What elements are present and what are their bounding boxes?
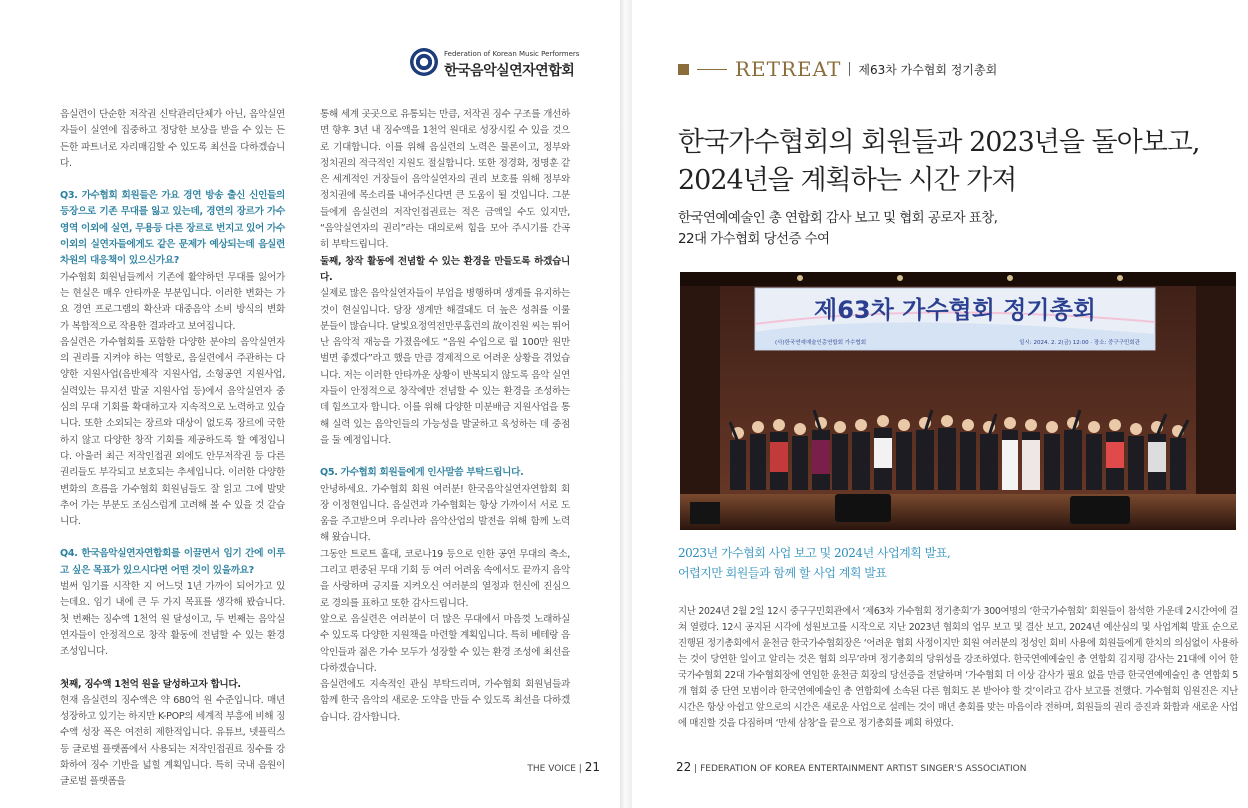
right-page (632, 0, 1248, 808)
interview-question: Q4. 한국음악실연자연합회를 이끌면서 임기 간에 이루고 싶은 목표가 있으시다면 어떤 것이 있을까요? (60, 548, 285, 576)
caption-line: 2023년 가수협회 사업 보고 및 2024년 사업계획 발표, (678, 546, 951, 560)
paragraph-gap (320, 449, 570, 465)
event-photo-illustration (680, 272, 1236, 530)
section-rule (697, 69, 727, 70)
section-divider (849, 62, 850, 76)
page-gutter (620, 0, 632, 808)
article-body: 지난 2024년 2월 2일 12시 중구구민회관에서 ‘제63차 가수협회 정기총회’가 300여명의 ‘한국가수협회’ 회원들이 참석한 가운데 2시간여에 걸쳐 열렸다. 12시 공지된 시각에 성원보고를 시작으로 지난 2023년 협회의 업무 보고 및 결산 보고, 2024년 예산심의 및 사업계획 발표 순으로 진행된 정기총회에서 윤천금 한국가수협회장은 ‘어려운 협회 사정이지만 회원 여러분의 정성인 회비 사용에 회원들에게 한치의 의심없이 사용하는 것이 당연한 일이고 알리는 것은 협회 의무’라며 정기총회의 당위성을 강조하였다. 한국연예예술인 총 연합회 김지평 감사는 21대에 이어 한국가수협회 22대 가수협회장에 연임한 윤천금 회장의 당선증을 전달하며 ‘가수협회 더 이상 감사가 필요 없을 만큼 한국연예예술인 총 연합회 5개 협회 중 단연 모범이라 한국연예예술인 총 연합회에 소속된 다른 협회도 본 받아야 할 것’이라고 감사 보고를 전했다. 가수협회 임원진은 지난 시간은 항상 아쉽고 앞으로의 시간은 새로운 사업으로 설레는 것이 매년 총회를 맞는 마음이라 전하며, 회원들의 권리 증진과 화합과 새로운 사업에 매진할 것을 다짐하며 ‘만세 삼창’을 끝으로 정기총회를 폐회 하였다. (678, 606, 1238, 729)
photo-caption (678, 543, 1238, 583)
paragraph-gap (60, 661, 285, 677)
interview-question: Q3. 가수협회 회원들은 가요 경연 방송 출신 신인들의 등장으로 기존 무대를 잃고 있는데, 경연의 장르가 가수 영역 이외에 실연, 무용등 다른 장르로 번지고 있어 가수 이외의 실연자들에게도 같은 문제가 예상되는데 음실련 차원의 대응책이 있으신가요? (60, 190, 285, 267)
body-paragraph: 안녕하세요. 가수협회 회원 여러분! 한국음악실연자연합회 회장 이정현입니다. 음실련과 가수협회는 항상 가까이서 서로 도움을 주고받으며 우리나라 음악산업의 발전을 위해 함께 노력해 왔습니다. (320, 483, 570, 544)
section-header (678, 56, 997, 82)
interview-question: Q5. 가수협회 회원들에게 인사말씀 부탁드립니다. (320, 467, 524, 479)
body-paragraph: 앞으로 음실련은 여러분이 더 많은 무대에서 마음껏 노래하실 수 있도록 다양한 지원책을 마련할 계획입니다. 특히 베테랑 음악인들과 젊은 가수 모두가 성장할 수 있는 환경 조성에 최선을 다하겠습니다. (320, 613, 570, 674)
banner-date-venue: 일시: 2024. 2. 2(금) 12:00 · 장소: 중구구민회관 (1019, 340, 1140, 346)
left-folio (527, 760, 600, 774)
federation-logo (410, 42, 580, 82)
magazine-name: THE VOICE (527, 764, 576, 774)
body-paragraph: 그동안 트로트 홀대, 코로나19 등으로 인한 공연 무대의 축소, 그리고 편중된 무대 기회 등 여러 어려움 속에서도 끝까지 음악을 사랑하며 긍지를 지켜오신 여러분의 열정과 헌신에 진심으로 경의를 표하고 또한 감사드립니다. (320, 548, 570, 609)
logo-english-name: Federation of Korean Music Performers (444, 50, 580, 58)
association-name: FEDERATION OF KOREA ENTERTAINMENT ARTIST SINGER'S ASSOCIATION (700, 764, 1027, 774)
section-label: RETREAT (735, 57, 842, 81)
federation-emblem-icon (410, 48, 438, 76)
headline-line: 한국가수협회의 회원들과 2023년을 돌아보고, (678, 127, 1200, 158)
right-folio (676, 760, 1026, 774)
body-paragraph: 현재 음실련의 징수액은 약 680억 원 수준입니다. 매년 성장하고 있기는 하지만 K-POP의 세계적 부흥에 비해 징수액 성장 폭은 여전히 제한적입니다. 유튜브, 넷플릭스 등 글로벌 플랫폼에서 사용되는 저작인접권료 징수를 강화하여 징수 기반을 넓힐 계획입니다. 특히 국내 음원이 글로벌 플랫폼을 (60, 694, 285, 788)
body-paragraph: 벌써 임기를 시작한 지 어느덧 1년 가까이 되어가고 있는데요. 임기 내에 큰 두 가지 목표를 생각해 봤습니다. 첫 번째는 징수액 1천억 원 달성이고, 두 번째는 음악실연자들이 안정적으로 창작 활동에 전념할 수 있는 환경 조성입니다. (60, 581, 285, 658)
logo-korean-name: 한국음악실연자연합회 (444, 63, 575, 79)
headline-line: 2024년을 계획하는 시간 가져 (678, 165, 1017, 196)
deck-line: 한국연예예술인 총 연합회 감사 보고 및 협회 공로자 표창, (678, 210, 998, 226)
folio-separator: | (578, 764, 582, 774)
left-page (0, 0, 620, 808)
left-column-2 (320, 107, 570, 726)
body-paragraph: 통해 세계 곳곳으로 유통되는 만큼, 저작권 징수 구조를 개선하면 향후 3년 내 징수액을 1천억 원대로 성장시킬 수 있을 것으로 기대합니다. 이를 위해 음실련의 노력은 물론이고, 정부와 정치권의 적극적인 지원도 절실합니다. 또한 정경화, 정명훈 같은 세계적인 거장들이 음악실연자의 권리 보호를 위해 정부와 정치권에 목소리를 내어주신다면 큰 도움이 될 것입니다. 그분들에게 음실련의 저작인접권료는 적은 금액일 수도 있지만, “음악실연자의 권리”라는 대의로써 힘을 모아 주시기를 간곡히 부탁드립니다. (320, 109, 570, 251)
section-subtitle: 제63차 가수협회 정기총회 (858, 62, 998, 77)
left-column-1 (60, 107, 285, 791)
paragraph-gap (60, 530, 285, 546)
page-number: 22 (676, 760, 692, 774)
paragraph-gap (60, 172, 285, 188)
event-photo (680, 272, 1236, 530)
body-paragraph: 음실련이 단순한 저작권 신탁관리단체가 아닌, 음악실연자들이 실연에 집중하고 정당한 보상을 받을 수 있는 든든한 파트너로 자리매김할 수 있도록 최선을 다하겠습니다. (60, 109, 285, 169)
body-paragraph: 실제로 많은 음악실연자들이 부업을 병행하며 생계를 유지하는 것이 현실입니다. 당장 생계만 해결돼도 더 높은 성취를 이룰 분들이 많습니다. 달빛요정역전만루홈런의 故이진원 씨는 뛰어난 음악적 재능을 가졌음에도 “음원 수입으로 월 100만 원만 벌면 좋겠다”라고 했을 만큼 경제적으로 어려운 상황을 겪었습니다. 저는 이러한 안타까운 상황이 반복되지 않도록 음악 실연자들이 안정적으로 창작에만 전념할 수 있는 환경을 조성하는 데 힘쓰고자 합니다. 이를 위해 다양한 미분배금 지원사업을 통해 실력 있는 음악인들의 가능성을 발굴하고 육성하는 데 중점을 둘 예정입니다. (320, 288, 570, 446)
body-paragraph: 가수협회 회원님들께서 기존에 활약하던 무대를 잃어가는 현실은 매우 안타까운 부분입니다. 이러한 변화는 가요 경연 프로그램의 확산과 대중음악 소비 방식의 변화가 복합적으로 작용한 결과라고 보여집니다. (60, 271, 285, 332)
caption-line: 어렵지만 회원들과 함께 할 사업 계획 발표 (678, 566, 887, 580)
section-square-icon (678, 64, 689, 75)
body-paragraph: 음실련에도 지속적인 관심 부탁드리며, 가수협회 회원님들과 함께 한국 음악의 새로운 도약을 만들 수 있도록 최선을 다하겠습니다. 감사합니다. (320, 679, 570, 723)
folio-separator: | (694, 764, 698, 774)
page-number: 21 (584, 760, 600, 774)
banner-organizer: (사)한국연예예술인총연합회 가수협회 (775, 340, 867, 346)
banner-title: 제63차 가수협회 정기총회 (814, 296, 1096, 324)
article-headline (678, 124, 1238, 200)
bold-subheading: 첫째, 징수액 1천억 원을 달성하고자 합니다. (60, 678, 241, 690)
deck-line: 22대 가수협회 당선증 수여 (678, 231, 830, 247)
bold-subheading: 둘째, 창작 활동에 전념할 수 있는 환경을 만들도록 하겠습니다. (320, 255, 570, 283)
body-paragraph: 음실련은 가수협회를 포함한 다양한 분야의 음악실연자의 권리를 지켜야 하는 역할로, 음실련에서 주관하는 다양한 지원사업(음반제작 지원사업, 소형공연 지원사업, 실력있는 뮤지션 발굴 지원사업 등)에서 음악실연자 중심의 무대 기회를 확대하고자 지속적으로 노력하고 있습니다. 또한 소외되는 장르와 대상이 없도록 장르에 국한하지 않고 다양한 창작 기회를 제공하도록 할 예정입니다. 아울러 최근 저작인접권 외에도 안무저작권 등 다른 권리들도 부각되고 보호되는 추세입니다. 이러한 다양한 변화의 흐름을 가수협회 회원님들도 잘 읽고 그에 발맞추어 가는 부분도 조심스럽게 고려해 볼 수 있을 것 같습니다. (60, 336, 285, 528)
article-deck (678, 208, 1238, 250)
